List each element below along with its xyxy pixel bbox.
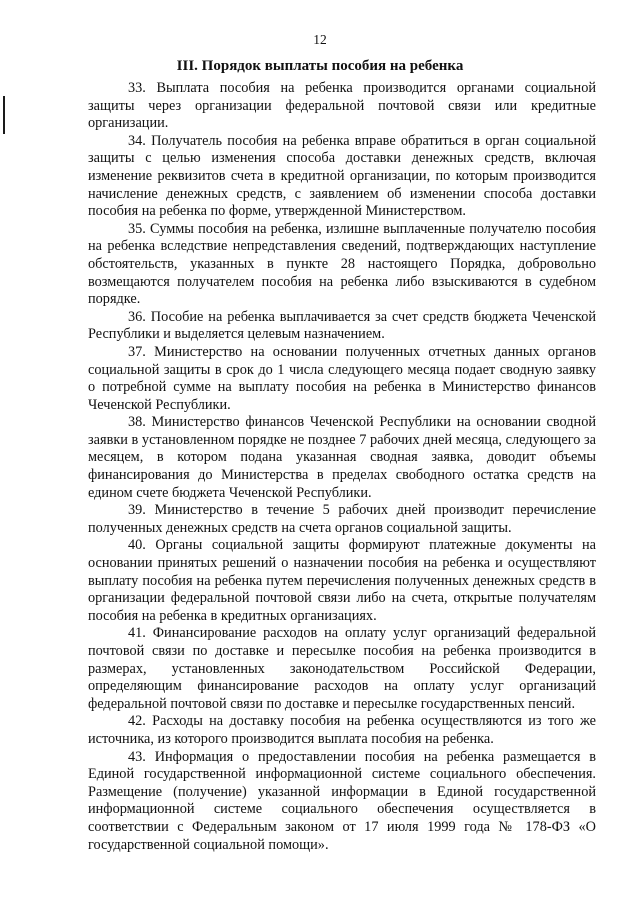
paragraph-39: 39. Министерство в течение 5 рабочих дней производит перечисление полученных денежных средств на счета органов социальной защиты. xyxy=(88,502,596,536)
paragraph-37: 37. Министерство на основании полученных отчетных данных органов социальной защиты в срок до 1 числа следующего месяца подает сводную заявку о потребной сумме на выплату пособия на ребенка в Министерство финансов Чеченской Республики. xyxy=(88,343,596,413)
paragraph-34: 34. Получатель пособия на ребенка вправе обратиться в орган социальной защиты с целью изменения способа доставки денежных средств, включая изменение реквизитов счета в кредитной организации, по которым производится начисление денежных средств, с заявлением об изменении способа доставки пособия на ребенка по форме, утвержденной Министерством. xyxy=(88,132,596,220)
paragraph-38: 38. Министерство финансов Чеченской Республики на основании сводной заявки в установленном порядке не позднее 7 рабочих дней месяца, следующего за месяцем, в котором подана указанная сводная заявка, доводит объемы финансирования до Министерства в пределах свободного остатка средств на едином счете бюджета Чеченской Республики. xyxy=(88,414,596,501)
paragraph-35: 35. Суммы пособия на ребенка, излишне выплаченные получателю пособия на ребенка вследствие непредставления сведений, подтверждающих наступление обстоятельств, указанных в пункте 28 настоящего Порядка, добровольно возмещаются получателем пособия на ребенка либо взыскиваются в судебном порядке. xyxy=(88,220,596,308)
section-title: III. Порядок выплаты пособия на ребенка xyxy=(176,58,464,74)
scan-margin-mark xyxy=(3,96,5,134)
paragraph-40: 40. Органы социальной защиты формируют платежные документы на основании принятых решений о назначении пособия на ребенка и осуществляют выплату пособия на ребенка путем перечисления полученных денежных средств в организации федеральной почтовой связи либо на счета, открытые получателям пособия на ребенка в кредитных организациях. xyxy=(88,537,596,624)
page-number: 12 xyxy=(313,32,327,47)
paragraph-42: 42. Расходы на доставку пособия на ребенка осуществляются из того же источника, из которого производится выплата пособия на ребенка. xyxy=(88,713,596,747)
paragraph-36: 36. Пособие на ребенка выплачивается за счет средств бюджета Чеченской Республики и выделяется целевым назначением. xyxy=(88,308,596,343)
paragraph-33: 33. Выплата пособия на ребенка производится органами социальной защиты через организации федеральной почтовой связи или кредитные организации. xyxy=(88,80,596,132)
document-body xyxy=(88,80,596,854)
paragraph-41: 41. Финансирование расходов на оплату услуг организаций федеральной почтовой связи по доставке и пересылке пособия на ребенка производится в размерах, установленных законодательством Российской Федерации, определяющим финансирование расходов на оплату услуг организаций федеральной почтовой связи по доставке и пересылке государственных пенсий. xyxy=(88,625,596,712)
paragraph-43: 43. Информация о предоставлении пособия на ребенка размещается в Единой государственной информационной системе социального обеспечения. Размещение (получение) указанной информации в Единой государственной информационной системе социального обеспечения осуществляется в соответствии с Федеральным законом от 17 июля 1999 года № 178-ФЗ «О государственной социальной помощи». xyxy=(88,748,596,853)
